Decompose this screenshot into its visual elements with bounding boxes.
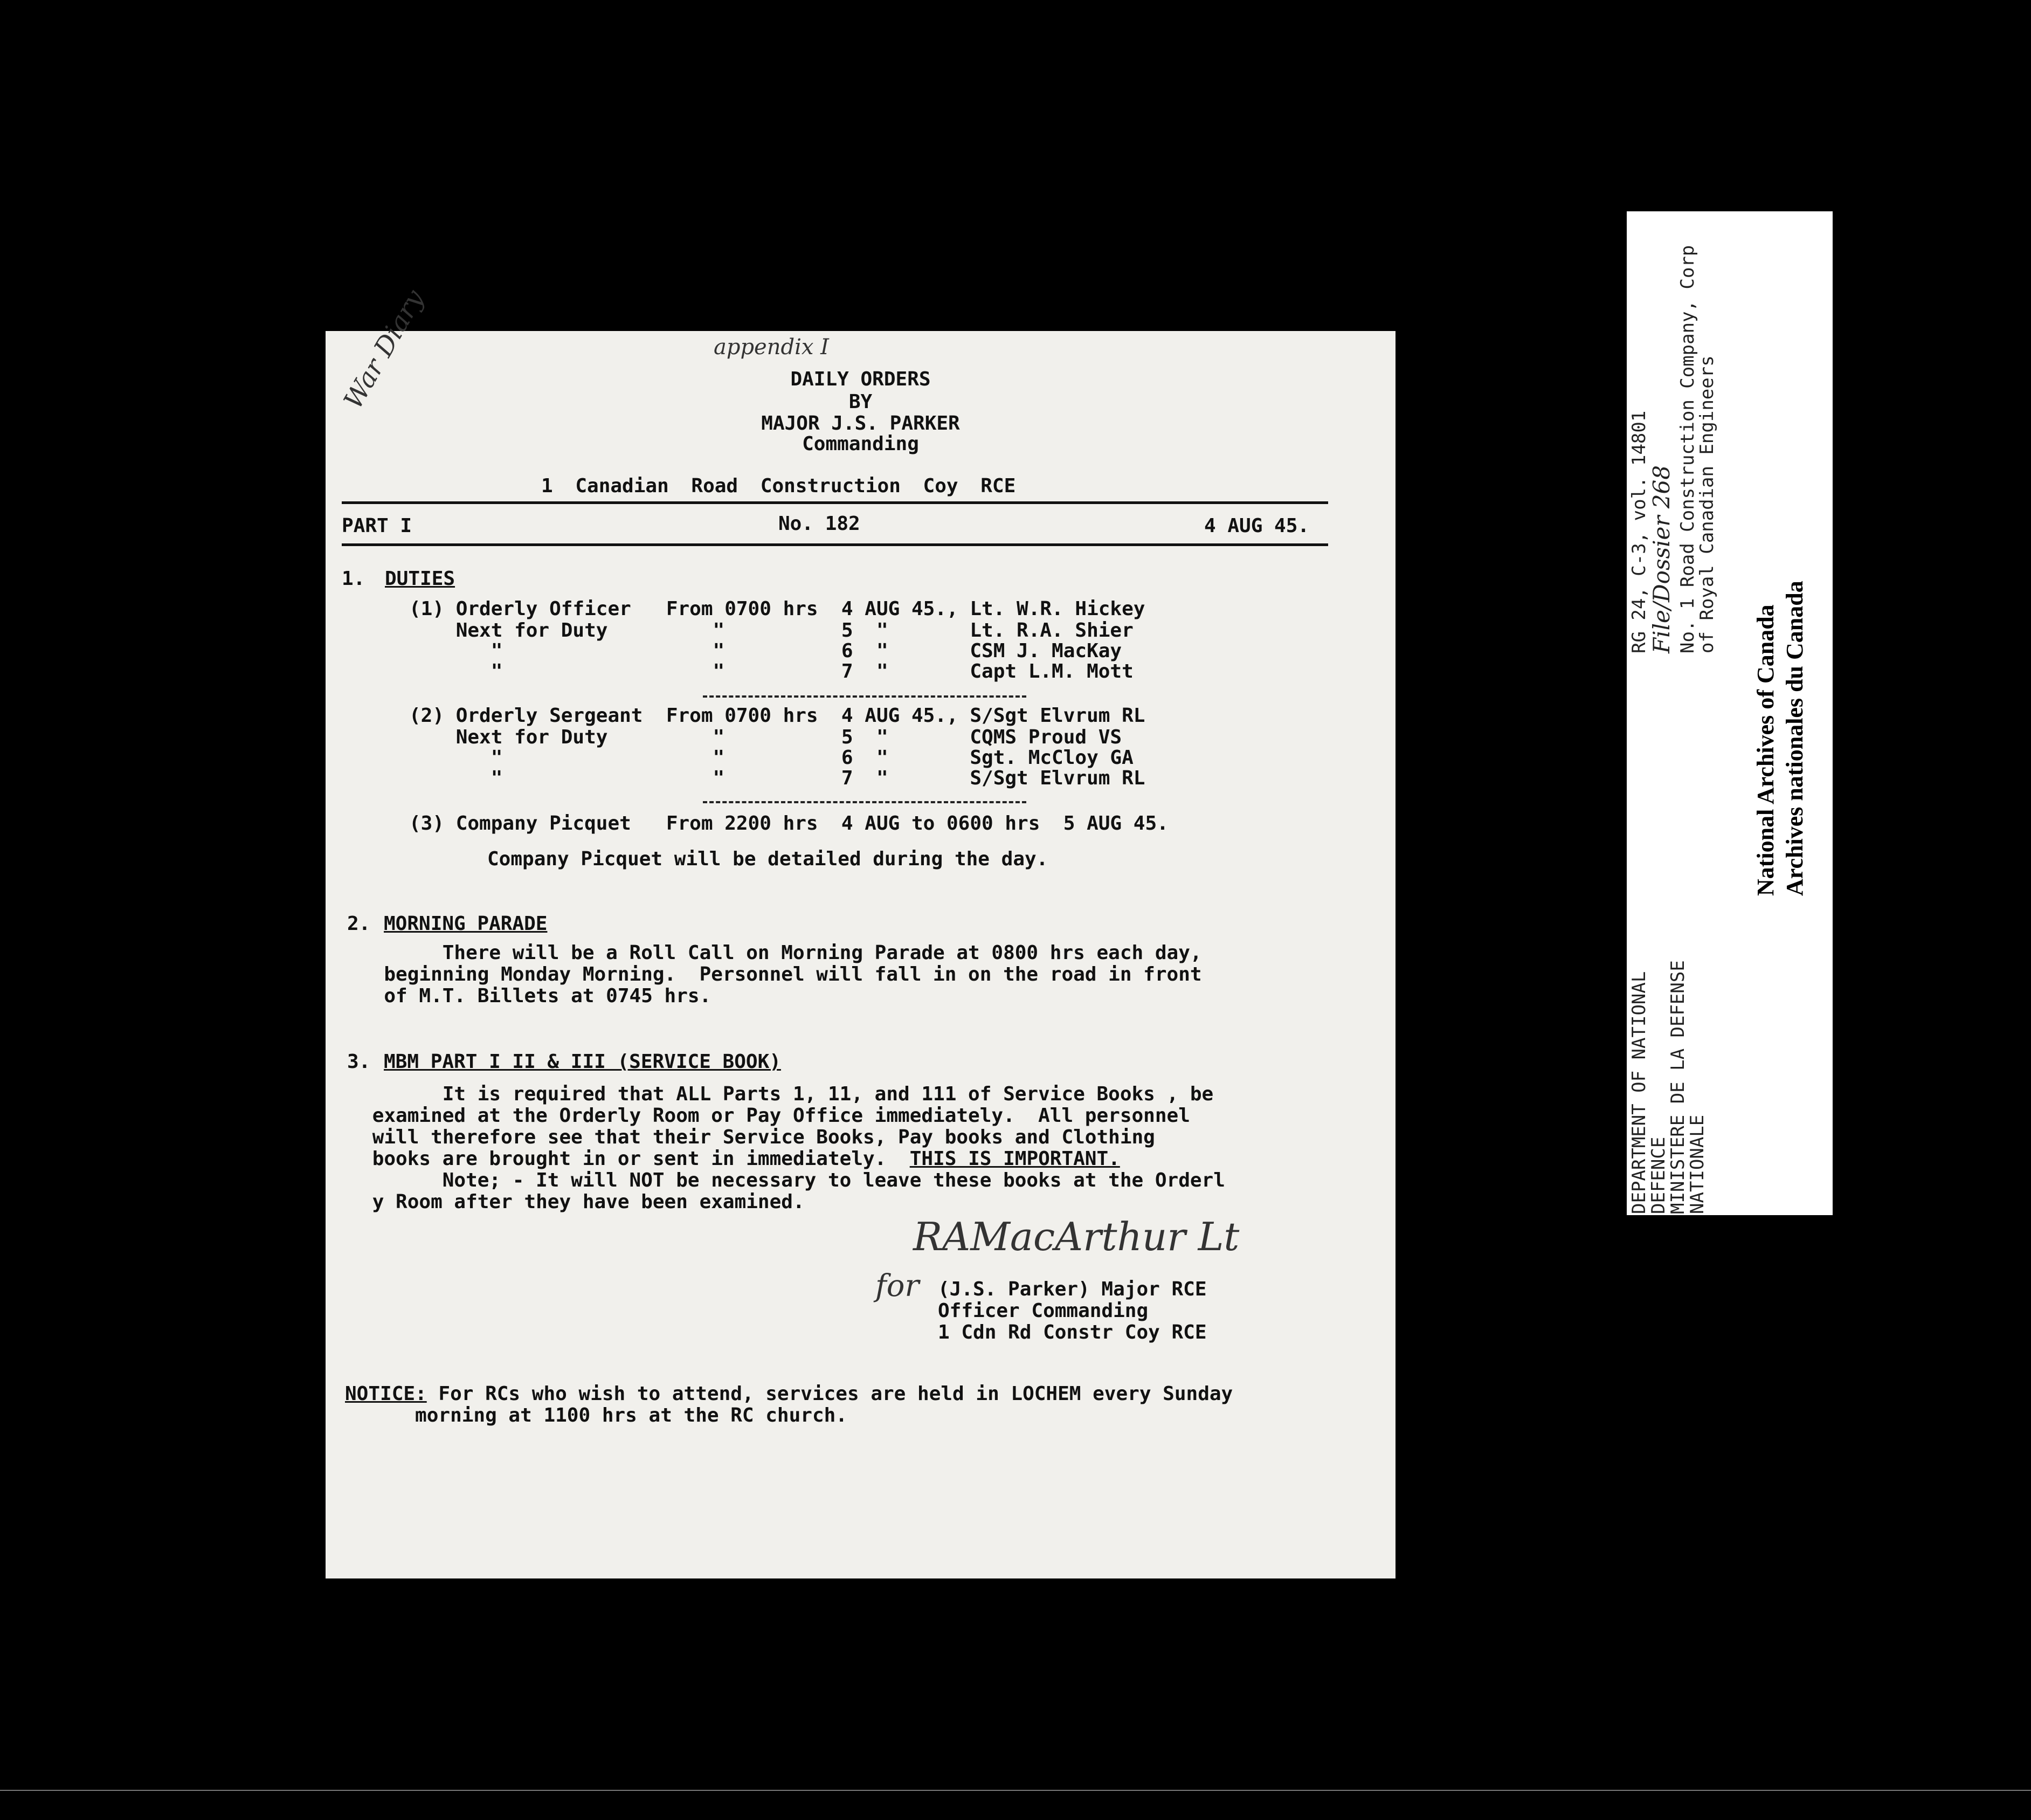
commanding-role: Commanding — [802, 433, 919, 455]
commanding-officer: MAJOR J.S. PARKER — [761, 412, 960, 435]
duty-row: " " 7 " Capt L.M. Mott — [409, 660, 1134, 682]
company-name: No. 1 Road Construction Company, Corp — [1677, 245, 1698, 653]
order-number: No. 182 — [778, 513, 860, 535]
notice-line — [345, 1383, 1233, 1405]
nac-english: National Archives of Canada — [1752, 604, 1779, 896]
duty-row: " " 6 " CSM J. MacKay — [409, 640, 1122, 662]
duties-separator — [703, 695, 1026, 698]
signature: RAMacArthur Lt — [913, 1214, 1240, 1259]
mbm-note-line: y Room after they have been examined. — [326, 1191, 805, 1213]
signature-name: (J.S. Parker) Major RCE — [938, 1278, 1207, 1300]
section-2-number: 2. — [347, 913, 371, 935]
parade-line: There will be a Roll Call on Morning Parade at 0800 hrs each day, — [326, 942, 1202, 964]
archive-reference: RG 24, C-3, vol. 14801 — [1628, 410, 1650, 653]
notice-text: For RCs who wish to attend, services are held in LOCHEM every Sunday — [426, 1383, 1233, 1405]
signature-title: Officer Commanding — [938, 1300, 1149, 1322]
document-title: DAILY ORDERS — [790, 368, 931, 390]
section-3-number: 3. — [347, 1051, 371, 1073]
section-3-heading: MBM PART I II & III (SERVICE BOOK) — [384, 1051, 781, 1073]
picquet-note: Company Picquet will be detailed during the day. — [487, 848, 1048, 870]
mbm-line: will therefore see that their Service Books, Pay books and Clothing — [326, 1126, 1155, 1148]
unit-name: 1 Canadian Road Construction Coy RCE — [541, 475, 1016, 497]
section-2-heading: MORNING PARADE — [384, 913, 548, 935]
parade-line: beginning Monday Morning. Personnel will fall in on the road in front — [326, 963, 1202, 985]
file-dossier-handwriting: File/Dossier 268 — [1648, 465, 1675, 653]
signature-unit: 1 Cdn Rd Constr Coy RCE — [938, 1321, 1207, 1343]
parade-line: of M.T. Billets at 0745 hrs. — [326, 985, 711, 1007]
sergeant-row: " " 7 " S/Sgt Elvrum RL — [409, 767, 1145, 789]
header-rule-top — [342, 501, 1328, 504]
duty-row: (1) Orderly Officer From 0700 hrs 4 AUG 45., Lt. W.R. Hickey — [409, 598, 1145, 620]
mbm-line: examined at the Orderly Room or Pay Office immediately. All personnel — [326, 1105, 1190, 1127]
section-1-number: 1. — [342, 568, 365, 590]
archive-label — [1627, 211, 1833, 1215]
engineers-name: of Royal Canadian Engineers — [1696, 355, 1718, 653]
daily-orders-document — [326, 285, 1396, 1578]
mbm-line-text: books are brought in or sent in immediately. — [326, 1148, 910, 1170]
mbm-note-line: Note; - It will NOT be necessary to leave these books at the Orderl — [326, 1169, 1225, 1191]
duty-row: Next for Duty " 5 " Lt. R.A. Shier — [409, 619, 1134, 642]
picquet-row: (3) Company Picquet From 2200 hrs 4 AUG to 0600 hrs 5 AUG 45. — [409, 812, 1169, 835]
appendix-handwriting: appendix I — [714, 335, 829, 360]
dept-line-4: NATIONALE — [1687, 1114, 1708, 1214]
sergeant-row: (2) Orderly Sergeant From 0700 hrs 4 AUG 45., S/Sgt Elvrum RL — [409, 705, 1145, 727]
mbm-line: It is required that ALL Parts 1, 11, and 111 of Service Books , be — [326, 1083, 1214, 1105]
notice-line-2: morning at 1100 hrs at the RC church. — [345, 1404, 847, 1426]
title-by: BY — [848, 391, 873, 413]
mbm-line — [326, 1148, 1120, 1170]
header-rule-bottom — [342, 543, 1328, 546]
dept-line-1: DEPARTMENT OF NATIONAL — [1628, 971, 1650, 1214]
dept-line-2: DEFENCE — [1648, 1136, 1669, 1214]
sergeant-row: " " 6 " Sgt. McCloy GA — [409, 747, 1134, 769]
nac-french: Archives nationales du Canada — [1781, 581, 1808, 896]
sergeant-separator — [703, 801, 1026, 803]
scan-bottom-edge — [0, 1790, 2031, 1791]
notice-label: NOTICE: — [345, 1383, 427, 1405]
section-1-heading: DUTIES — [385, 568, 455, 590]
war-diary-handwriting: War Diary — [338, 285, 430, 414]
order-date: 4 AUG 45. — [1204, 515, 1310, 537]
sergeant-row: Next for Duty " 5 " CQMS Proud VS — [409, 726, 1122, 748]
for-handwriting: for — [875, 1269, 920, 1304]
part-number: PART I — [342, 515, 412, 537]
important-notice: THIS IS IMPORTANT. — [909, 1148, 1120, 1170]
dept-line-3: MINISTERE DE LA DEFENSE — [1667, 960, 1689, 1214]
